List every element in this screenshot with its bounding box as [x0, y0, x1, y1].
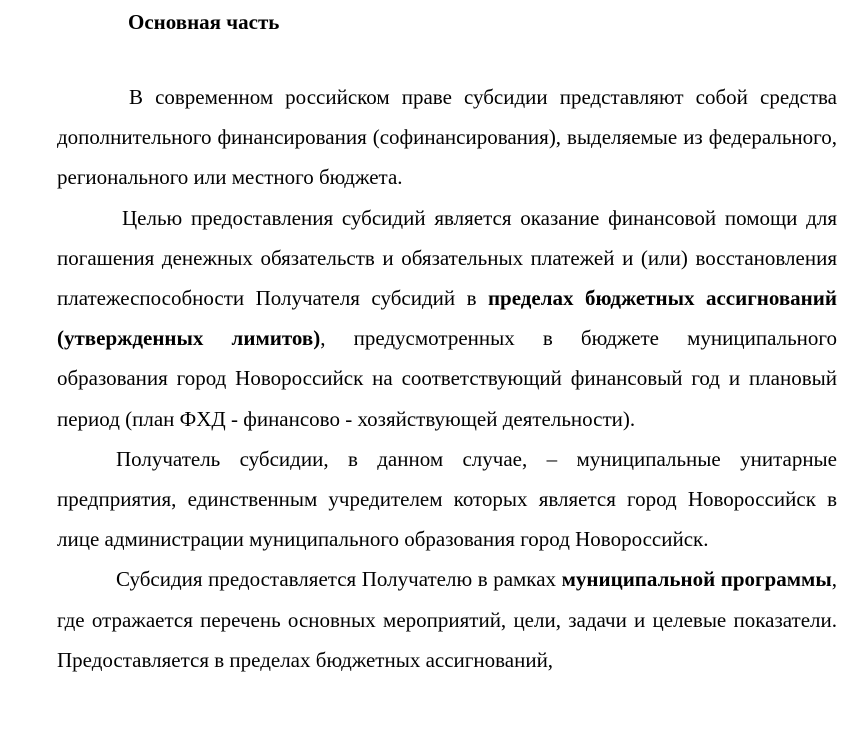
paragraph-subsidy-purpose: [57, 198, 837, 439]
paragraph-text: Субсидия предоставляется Получателю в рамках: [116, 567, 562, 592]
bold-emphasis-municipal-program: муниципальной программы: [561, 567, 832, 592]
document-body: [57, 77, 837, 680]
paragraph-municipal-program: [57, 559, 837, 680]
paragraph-subsidy-recipient: [57, 439, 837, 560]
paragraph-text: , предусмотренных в бюджете муниципального образования город Новороссийск на соответствующий финансовый год и плановый период (план ФХД - финансово - хозяйствующей деятельности).: [57, 326, 837, 431]
paragraph-text: Целью предоставления субсидий является оказание финансовой помощи для погашения денежных обязательств и обязательных платежей и (или) восстановления платежеспособности Получателя субсидий в: [57, 205, 837, 311]
paragraph-text: В современном российском праве субсидии представляют собой средства дополнительного финансирования (софинансирования), выделяемые из федерального, регионального или местного бюджета.: [57, 85, 837, 190]
paragraph-text: , где отражается перечень основных мероприятий, цели, задачи и целевые показатели. Предоставляется в пределах бюджетных ассигнований,: [57, 567, 837, 672]
bold-emphasis-budget-limits: пределах бюджетных ассигнований (утвержденных лимитов): [57, 286, 837, 351]
section-heading: Основная часть: [128, 10, 280, 34]
paragraph-text: Получатель субсидии, в данном случае, – муниципальные унитарные предприятия, единственным учредителем которых является город Новороссийск в лице администрации муниципального образования город Новороссийск.: [57, 446, 837, 552]
paragraph-subsidy-definition: [57, 77, 837, 198]
